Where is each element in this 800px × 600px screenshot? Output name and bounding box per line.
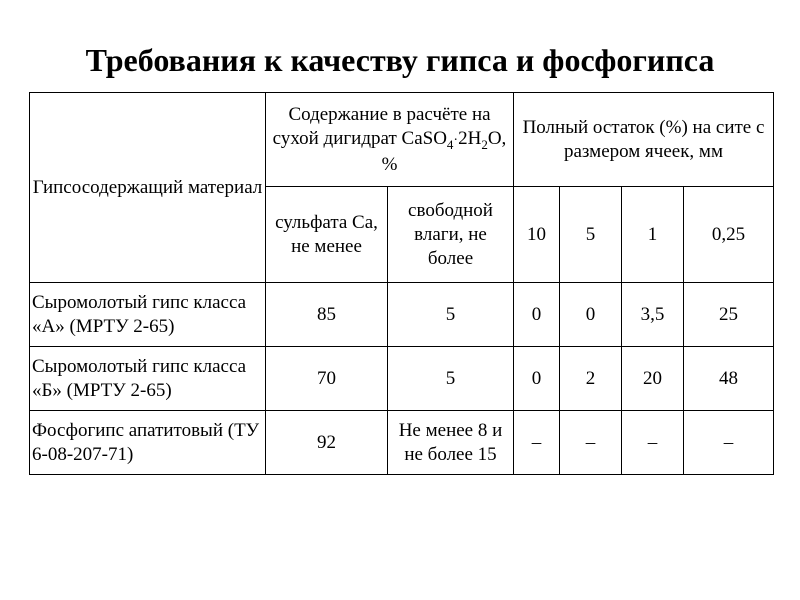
row-sieve-025: 48	[684, 347, 774, 411]
header-residue-group: Полный остаток (%) на сите с размером ячеек, мм	[514, 93, 774, 187]
formula-part-b: 2H	[458, 127, 482, 149]
quality-requirements-table	[29, 92, 774, 475]
header-sieve-5: 5	[560, 187, 622, 283]
row-moisture: Не менее 8 и не более 15	[388, 411, 514, 475]
row-moisture: 5	[388, 347, 514, 411]
row-sieve-5: –	[560, 411, 622, 475]
table-row	[30, 411, 774, 475]
header-moisture: свободной влаги, не более	[388, 187, 514, 283]
header-sieve-1: 1	[622, 187, 684, 283]
row-sulfate: 92	[266, 411, 388, 475]
header-content-formula	[382, 128, 507, 175]
header-sieve-10: 10	[514, 187, 560, 283]
page-title: Требования к качеству гипса и фосфогипса	[85, 42, 715, 78]
row-sieve-025: 25	[684, 283, 774, 347]
header-sulfate: сульфата Са, не менее	[266, 187, 388, 283]
row-sieve-10: 0	[514, 283, 560, 347]
header-content-text: Содержание в расчёте на сухой дигидрат	[272, 103, 491, 149]
row-moisture: 5	[388, 283, 514, 347]
header-row-1	[30, 93, 774, 187]
header-sieve-025: 0,25	[684, 187, 774, 283]
row-sieve-1: –	[622, 411, 684, 475]
table-row	[30, 347, 774, 411]
header-material: Гипсосодержащий материал	[30, 93, 266, 283]
row-sieve-1: 20	[622, 347, 684, 411]
formula-sub-2: 2	[481, 136, 488, 152]
row-sieve-5: 0	[560, 283, 622, 347]
formula-sub-1: 4	[446, 136, 454, 152]
row-sulfate: 70	[266, 347, 388, 411]
row-sieve-025: –	[684, 411, 774, 475]
formula-dot: ·	[453, 132, 459, 148]
formula-part-a: CaSO	[401, 127, 447, 149]
row-sieve-10: 0	[514, 347, 560, 411]
row-sieve-10: –	[514, 411, 560, 475]
table-row	[30, 283, 774, 347]
row-material: Сыромолотый гипс класса «Б» (МРТУ 2-65)	[30, 347, 266, 411]
row-material: Сыромолотый гипс класса «А» (МРТУ 2-65)	[30, 283, 266, 347]
row-sieve-1: 3,5	[622, 283, 684, 347]
row-sulfate: 85	[266, 283, 388, 347]
formula-part-c: O, %	[381, 127, 507, 175]
header-content-group	[266, 93, 514, 187]
row-material: Фосфогипс апатитовый (ТУ 6-08-207-71)	[30, 411, 266, 475]
row-sieve-5: 2	[560, 347, 622, 411]
